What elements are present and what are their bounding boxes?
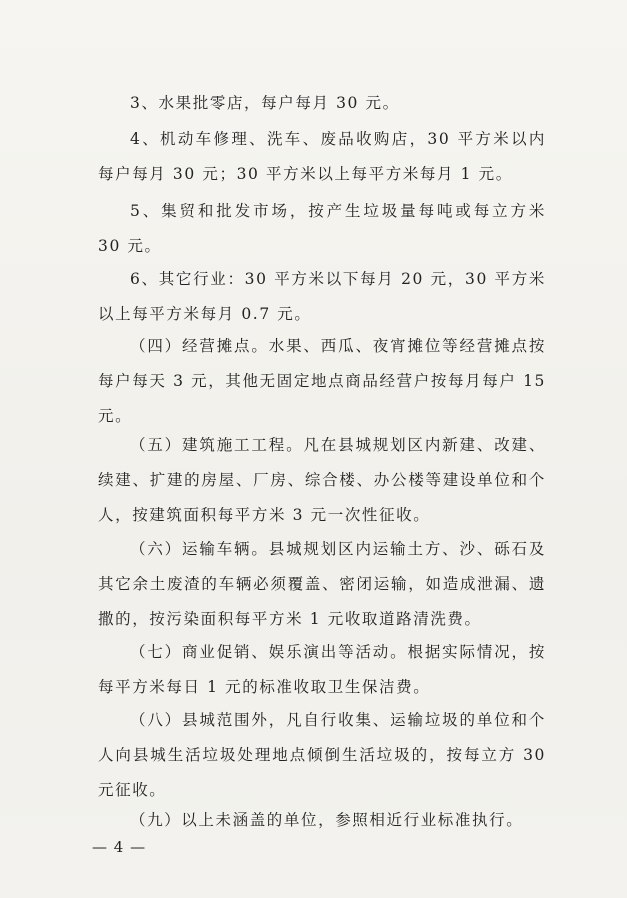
- paragraph-section-9: （九）以上未涵盖的单位，参照相近行业标准执行。: [130, 811, 524, 829]
- paragraph-item-5: 5、集贸和批发市场，按产生垃圾量每吨或每立方米 30 元。: [98, 202, 546, 255]
- paragraph-item-3: 3、水果批零店，每户每月 30 元。: [130, 94, 400, 112]
- paragraph-section-4: （四）经营摊点。水果、西瓜、夜宵摊位等经营摊点按每户每天 3 元，其他无固定地点商品经营户按每月每户 15 元。: [98, 337, 546, 425]
- paragraph-section-6: （六）运输车辆。县城规划区内运输土方、沙、砾石及其它余土废渣的车辆必须覆盖、密闭运输，如造成泄漏、遗撒的，按污染面积每平方米 1 元收取道路清洗费。: [98, 540, 546, 628]
- paragraph-section-5: （五）建筑施工工程。凡在县城规划区内新建、改建、续建、扩建的房屋、厂房、综合楼、办公楼等建设单位和个人，按建筑面积每平方米 3 元一次性征收。: [98, 436, 546, 524]
- page-number: — 4 —: [92, 838, 147, 856]
- paragraph-item-4: 4、机动车修理、洗车、废品收购店，30 平方米以内每户每月 30 元；30 平方米以上每平方米每月 1 元。: [98, 130, 546, 183]
- paragraph-section-8: （八）县城范围外，凡自行收集、运输垃圾的单位和个人向县城生活垃圾处理地点倾倒生活垃圾的，按每立方 30 元征收。: [98, 711, 546, 799]
- paragraph-section-7: （七）商业促销、娱乐演出等活动。根据实际情况，按每平方米每日 1 元的标准收取卫生保洁费。: [98, 643, 546, 696]
- paragraph-item-6: 6、其它行业：30 平方米以下每月 20 元，30 平方米以上每平方米每月 0.7 元。: [98, 270, 546, 323]
